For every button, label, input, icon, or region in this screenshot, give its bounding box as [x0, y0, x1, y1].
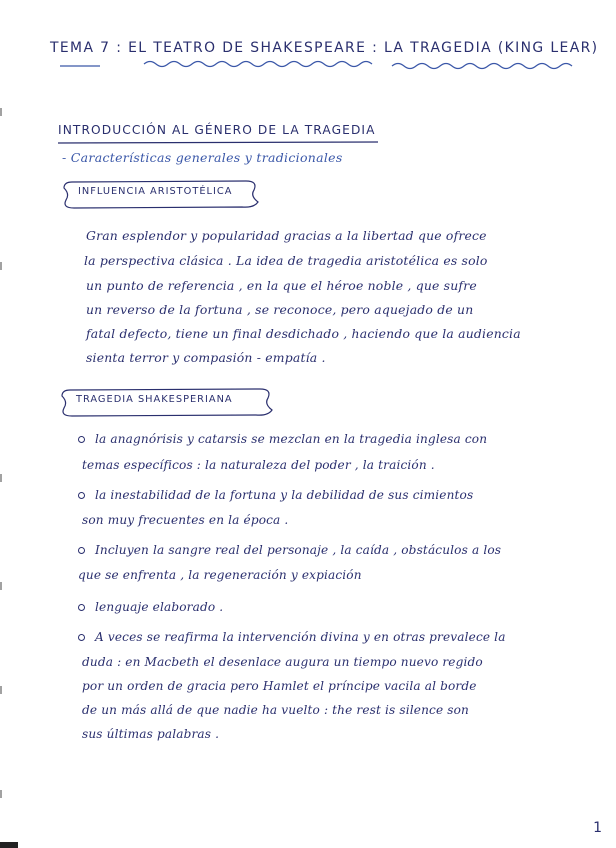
para-line: un punto de referencia , en la que el héroe noble , que sufre: [86, 278, 477, 293]
bullet-continuation: duda : en Macbeth el desenlace augura un tiempo nuevo regido: [82, 655, 483, 669]
bullet-continuation: sus últimas palabras .: [82, 727, 220, 741]
page-number: 1: [593, 820, 602, 836]
tag-shakespearean: [64, 388, 294, 420]
para-line: sienta terror y compasión - empatía .: [86, 350, 326, 365]
para-line: un reverso de la fortuna , se reconoce, pero aquejado de un: [86, 302, 474, 317]
tag-shakespearean-label: TRAGEDIA SHAKESPERIANA: [76, 394, 233, 405]
bullet-icon: [78, 547, 85, 554]
bullet-text: la inestabilidad de la fortuna y la debilidad de sus cimientos: [95, 488, 474, 502]
bullet-item: [78, 488, 473, 502]
subheading: - Características generales y tradicionales: [62, 150, 343, 165]
bullet-item: [78, 543, 501, 557]
para-line: Gran esplendor y popularidad gracias a la libertad que ofrece: [86, 228, 487, 243]
bullet-text: la anagnórisis y catarsis se mezclan en la tragedia inglesa con: [95, 432, 488, 446]
tag-aristotelian: [66, 180, 280, 212]
bullet-icon: [78, 604, 85, 611]
bullet-item: [78, 630, 506, 644]
bullet-item: [78, 432, 487, 446]
bullet-text: A veces se reafirma la intervención divina y en otras prevalece la: [95, 630, 506, 644]
bullet-text: Incluyen la sangre real del personaje , la caída , obstáculos a los: [95, 543, 502, 557]
bullet-continuation: son muy frecuentes en la época .: [82, 513, 289, 527]
bullet-continuation: de un más allá de que nadie ha vuelto : the rest is silence son: [82, 703, 469, 717]
page-title: TEMA 7 : EL TEATRO DE SHAKESPEARE : LA TRAGEDIA (KING LEAR): [50, 40, 599, 56]
bullet-text: lenguaje elaborado .: [95, 600, 224, 614]
para-line: fatal defecto, tiene un final desdichado , haciendo que la audiencia: [86, 326, 521, 341]
section-heading: INTRODUCCIÓN AL GÉNERO DE LA TRAGEDIA: [58, 123, 376, 137]
bullet-item: [78, 600, 223, 614]
bullet-icon: [78, 634, 85, 641]
bullet-continuation: temas específicos : la naturaleza del poder , la traición .: [82, 458, 435, 472]
bullet-continuation: que se enfrenta , la regeneración y expiación: [78, 568, 362, 582]
tag-aristotelian-label: INFLUENCIA ARISTOTÉLICA: [78, 186, 233, 197]
bullet-icon: [78, 492, 85, 499]
para-line: la perspectiva clásica . La idea de tragedia aristotélica es solo: [84, 253, 488, 268]
bullet-icon: [78, 436, 85, 443]
bullet-continuation: por un orden de gracia pero Hamlet el príncipe vacila al borde: [82, 679, 477, 693]
